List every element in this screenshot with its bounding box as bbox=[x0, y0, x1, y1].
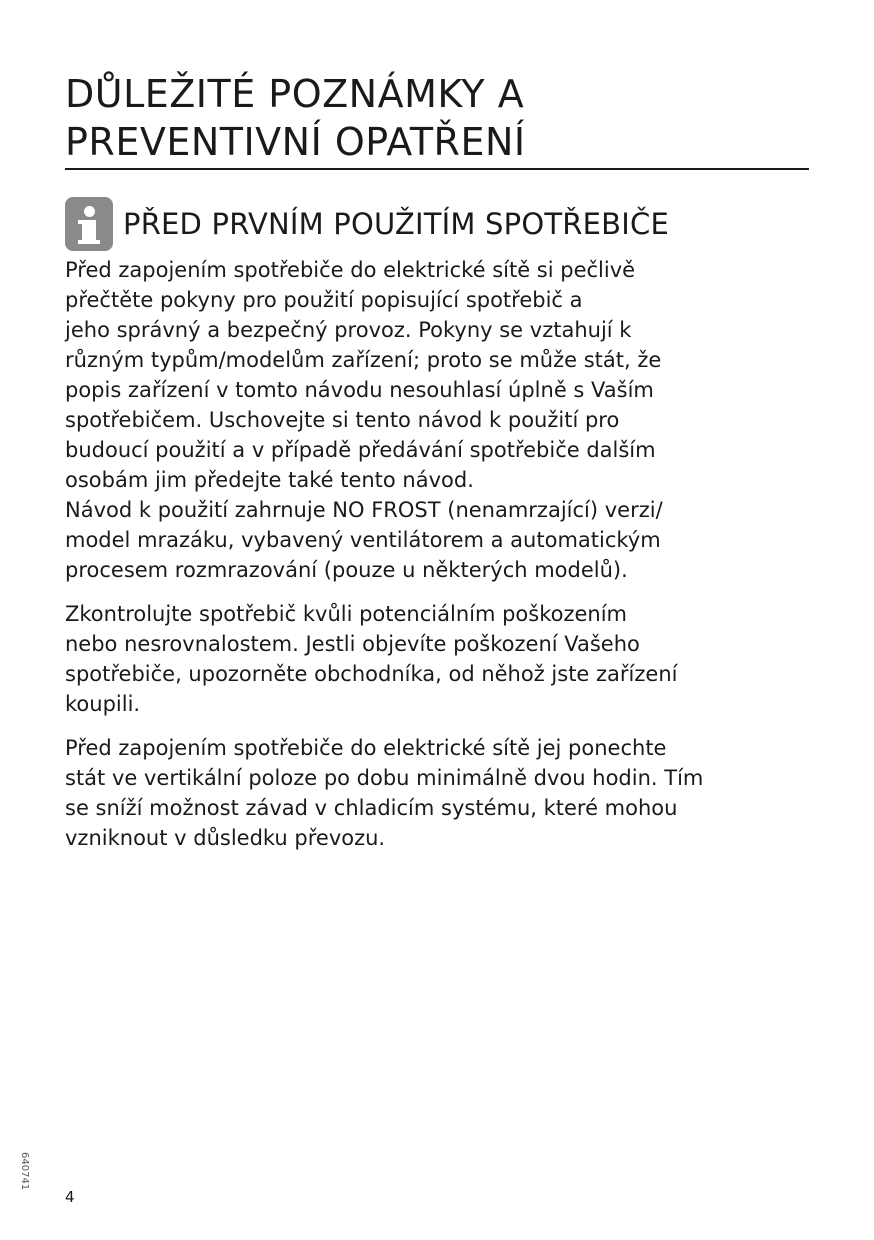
text-line: různým typům/modelům zařízení; proto se může stát, že bbox=[65, 348, 662, 372]
text-line: jeho správný a bezpečný provoz. Pokyny se vztahují k bbox=[65, 318, 632, 342]
section-heading bbox=[65, 196, 669, 252]
text-line: Zkontrolujte spotřebič kvůli potenciálním poškozením bbox=[65, 602, 628, 626]
text-line: procesem rozmrazování (pouze u některých modelů). bbox=[65, 558, 628, 582]
text-line: model mrazáku, vybavený ventilátorem a automatickým bbox=[65, 528, 661, 552]
text-line: Před zapojením spotřebiče do elektrické sítě jej ponechte bbox=[65, 736, 667, 760]
text-line: Návod k použití zahrnuje NO FROST (nenamrzající) verzi/ bbox=[65, 498, 663, 522]
text-line: osobám jim předejte také tento návod. bbox=[65, 468, 474, 492]
text-line: spotřebičem. Uschovejte si tento návod k použití pro bbox=[65, 408, 620, 432]
text-line: vzniknout v důsledku převozu. bbox=[65, 826, 386, 850]
paragraph-3 bbox=[65, 733, 815, 853]
text-line: nebo nesrovnalostem. Jestli objevíte poškození Vašeho bbox=[65, 632, 640, 656]
text-line: se sníží možnost závad v chladicím systému, které mohou bbox=[65, 796, 678, 820]
text-line: Před zapojením spotřebiče do elektrické sítě si pečlivě bbox=[65, 258, 636, 282]
paragraph-1 bbox=[65, 255, 815, 585]
text-line: popis zařízení v tomto návodu nesouhlasí úplně s Vaším bbox=[65, 378, 654, 402]
document-code: 640741 bbox=[19, 1152, 30, 1191]
section-title: PŘED PRVNÍM POUŽITÍM SPOTŘEBIČE bbox=[123, 207, 669, 241]
text-line: přečtěte pokyny pro použití popisující spotřebič a bbox=[65, 288, 583, 312]
text-line: koupili. bbox=[65, 692, 141, 716]
paragraph-2 bbox=[65, 599, 815, 719]
text-line: spotřebiče, upozorněte obchodníka, od něhož jste zařízení bbox=[65, 662, 678, 686]
body-content bbox=[65, 255, 815, 867]
page-title-line-1: DŮLEŽITÉ POZNÁMKY A bbox=[65, 72, 525, 116]
info-icon bbox=[65, 197, 113, 251]
page-title bbox=[65, 70, 809, 170]
page-title-line-2: PREVENTIVNÍ OPATŘENÍ bbox=[65, 120, 526, 164]
text-line: budoucí použití a v případě předávání spotřebiče dalším bbox=[65, 438, 656, 462]
page-number: 4 bbox=[65, 1188, 75, 1206]
text-line: stát ve vertikální poloze po dobu minimálně dvou hodin. Tím bbox=[65, 766, 704, 790]
